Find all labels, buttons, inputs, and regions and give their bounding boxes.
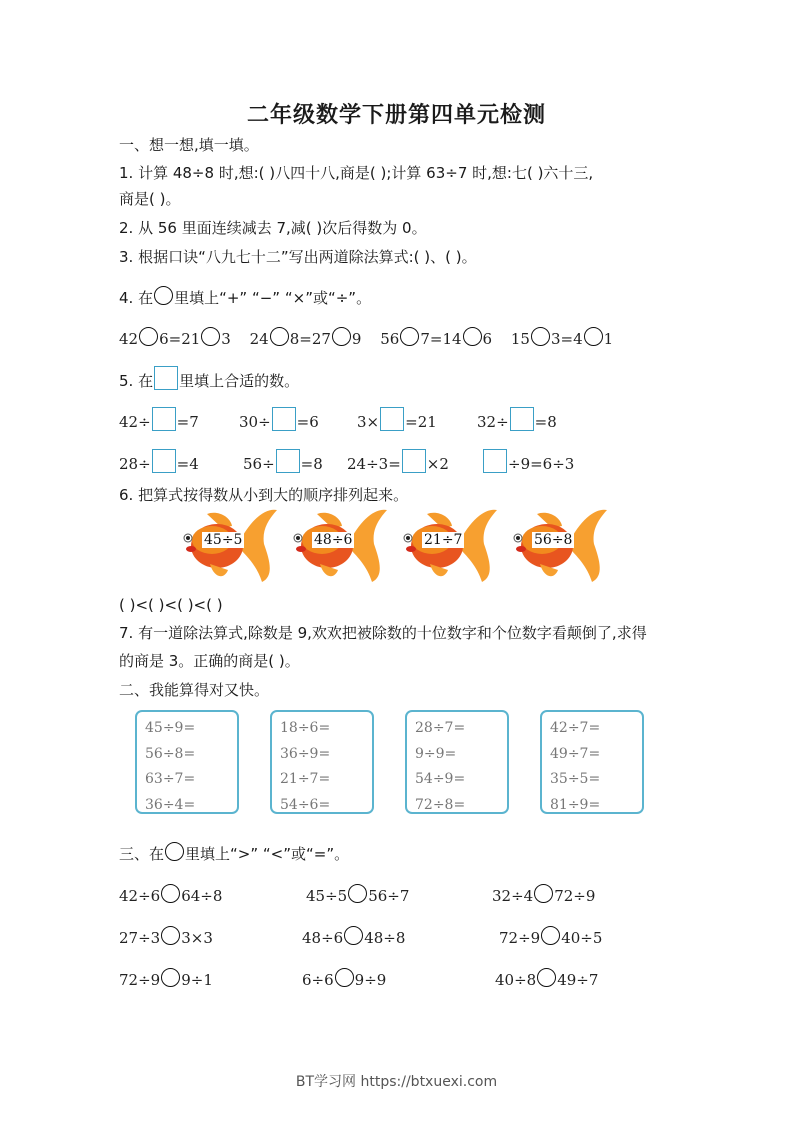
question-6: 6. 把算式按得数从小到大的顺序排列起来。	[119, 486, 409, 504]
fish-expression: 48÷6	[314, 532, 353, 548]
answer-circle[interactable]	[335, 968, 354, 987]
answer-circle[interactable]	[270, 327, 289, 346]
answer-circle[interactable]	[332, 327, 351, 346]
fish-expression: 45÷5	[204, 532, 243, 548]
section2-heading: 二、我能算得对又快。	[119, 681, 270, 699]
question-7-line1: 7. 有一道除法算式,除数是 9,欢欢把被除数的十位数字和个位数字看颠倒了,求得	[119, 624, 647, 642]
goldfish-image	[402, 506, 502, 586]
q4-item: 15 3=4 1	[511, 330, 613, 348]
calc-item: 56÷8=	[145, 745, 196, 762]
q5-item: 28÷ =4	[119, 449, 199, 473]
answer-box[interactable]	[510, 407, 534, 431]
question-4-items	[119, 327, 613, 348]
calc-item: 63÷7=	[145, 771, 196, 787]
calc-card	[135, 710, 239, 814]
answer-box[interactable]	[152, 407, 176, 431]
section3-prefix: 三、在	[119, 845, 165, 863]
question-7-line2: 的商是 3。正确的商是( )。	[119, 652, 300, 670]
answer-box[interactable]	[152, 449, 176, 473]
question-1-line2: 商是( )。	[119, 190, 181, 208]
answer-circle[interactable]	[400, 327, 419, 346]
calc-card	[270, 710, 374, 814]
answer-circle[interactable]	[139, 327, 158, 346]
calc-item: 36÷9=	[280, 745, 331, 762]
answer-circle[interactable]	[537, 968, 556, 987]
calc-item: 45÷9=	[145, 720, 196, 736]
answer-circle[interactable]	[201, 327, 220, 346]
calc-item: 36÷4=	[145, 796, 196, 813]
q4-suffix: 里填上“+” “−” “×”或“÷”。	[174, 289, 372, 307]
compare-item: 40÷8 49÷7	[495, 968, 598, 989]
answer-box[interactable]	[276, 449, 300, 473]
calc-item: 28÷7=	[415, 720, 466, 736]
question-6-answer-line: ( )<( )<( )<( )	[119, 596, 223, 614]
goldfish-image	[182, 506, 282, 586]
compare-item: 27÷3 3×3	[119, 926, 213, 947]
section3-suffix: 里填上“>” “<”或“=”。	[185, 845, 350, 863]
answer-circle[interactable]	[344, 926, 363, 945]
answer-circle[interactable]	[541, 926, 560, 945]
q5-suffix: 里填上合适的数。	[179, 372, 300, 390]
answer-circle[interactable]	[161, 884, 180, 903]
question-3: 3. 根据口诀“八九七十二”写出两道除法算式:( )、( )。	[119, 248, 477, 266]
q5-item: 24÷3= ×2	[347, 449, 449, 473]
page-title: 二年级数学下册第四单元检测	[246, 103, 546, 128]
answer-box[interactable]	[483, 449, 507, 473]
q4-item: 24 8=27 9	[250, 330, 362, 348]
calc-item: 42÷7=	[550, 720, 601, 736]
answer-box[interactable]	[380, 407, 404, 431]
answer-circle[interactable]	[531, 327, 550, 346]
answer-circle[interactable]	[161, 926, 180, 945]
q5-prefix: 5. 在	[119, 372, 154, 390]
goldfish-image	[292, 506, 392, 586]
calc-item: 18÷6=	[280, 720, 331, 736]
compare-item: 72÷9 9÷1	[119, 968, 213, 989]
q5-item: 42÷ =7	[119, 407, 199, 431]
square-icon	[154, 366, 178, 390]
calc-item: 54÷6=	[280, 796, 331, 813]
goldfish-image	[512, 506, 612, 586]
calc-item: 54÷9=	[415, 771, 466, 787]
q5-item: 30÷ =6	[239, 407, 319, 431]
calc-item: 49÷7=	[550, 745, 601, 762]
answer-circle[interactable]	[534, 884, 553, 903]
q5-item: 3× =21	[357, 407, 437, 431]
fish-expression: 21÷7	[424, 532, 463, 548]
calc-card	[405, 710, 509, 814]
answer-circle[interactable]	[161, 968, 180, 987]
calc-item: 35÷5=	[550, 771, 601, 787]
circle-icon	[154, 286, 173, 305]
q5-item: 32÷ =8	[477, 407, 557, 431]
question-5-instruction	[119, 366, 299, 391]
calc-item: 9÷9=	[415, 745, 457, 762]
q5-item: 56÷ =8	[243, 449, 323, 473]
footer-watermark: BT学习网 https://btxuexi.com	[295, 1074, 498, 1090]
q4-prefix: 4. 在	[119, 289, 154, 307]
compare-item: 45÷5 56÷7	[306, 884, 409, 905]
calc-item: 72÷8=	[415, 796, 466, 813]
question-2: 2. 从 56 里面连续减去 7,减( )次后得数为 0。	[119, 219, 427, 237]
compare-item: 6÷6 9÷9	[302, 968, 386, 989]
q5-item: ÷9=6÷3	[482, 449, 574, 473]
section3-heading	[119, 842, 349, 864]
answer-circle[interactable]	[584, 327, 603, 346]
compare-item: 42÷6 64÷8	[119, 884, 222, 905]
question-1-line1: 1. 计算 48÷8 时,想:( )八四十八,商是( );计算 63÷7 时,想:七( )六十三,	[119, 164, 594, 182]
circle-icon	[165, 842, 184, 861]
fish-expression: 56÷8	[534, 532, 573, 548]
answer-box[interactable]	[272, 407, 296, 431]
answer-box[interactable]	[402, 449, 426, 473]
compare-item: 72÷9 40÷5	[499, 926, 602, 947]
q4-item: 42 6=21 3	[119, 330, 231, 348]
calc-item: 81÷9=	[550, 796, 601, 813]
q4-item: 56 7=14 6	[380, 330, 492, 348]
calc-item: 21÷7=	[280, 771, 331, 787]
question-4-instruction	[119, 286, 371, 308]
answer-circle[interactable]	[463, 327, 482, 346]
section1-heading: 一、想一想,填一填。	[119, 136, 259, 154]
calc-card	[540, 710, 644, 814]
compare-item: 32÷4 72÷9	[492, 884, 595, 905]
compare-item: 48÷6 48÷8	[302, 926, 405, 947]
answer-circle[interactable]	[348, 884, 367, 903]
